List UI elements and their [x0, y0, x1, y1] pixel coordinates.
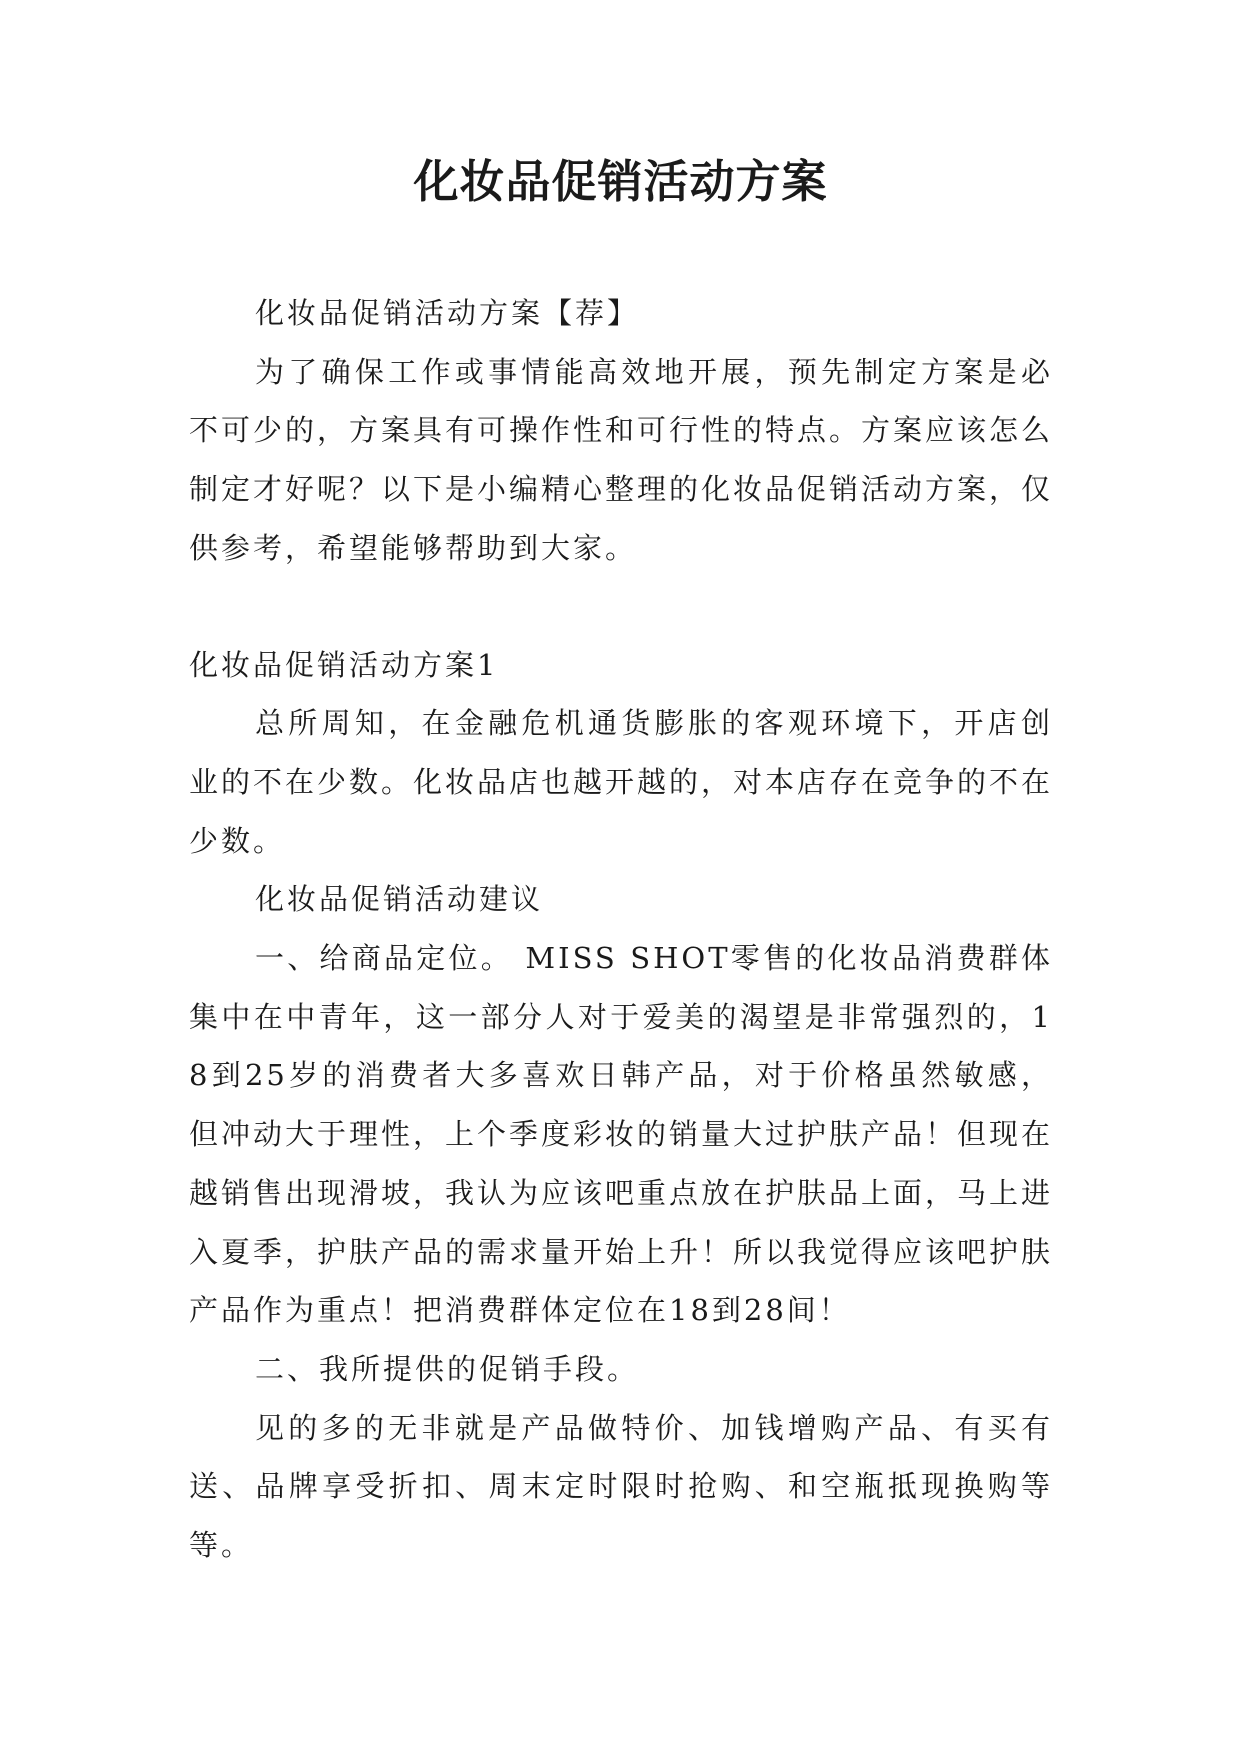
section-paragraph: 总所周知，在金融危机通货膨胀的客观环境下，开店创业的不在少数。化妆品店也越开越的，对本店存在竞争的不在少数。: [189, 706, 1054, 858]
subheading: 化妆品促销活动建议: [255, 882, 544, 917]
intro-paragraph: 为了确保工作或事情能高效地开展，预先制定方案是必不可少的，方案具有可操作性和可行性的特点。方案应该怎么制定才好呢？以下是小编精心整理的化妆品促销活动方案，仅供参考，希望能够帮助到大家。: [189, 354, 1054, 565]
section-paragraph: 一、给商品定位。 MISS SHOT零售的化妆品消费群体集中在中青年，这一部分人对于爱美的渴望是非常强烈的，18到25岁的消费者大多喜欢日韩产品，对于价格虽然敏感，但冲动大于理性，上个季度彩妆的销量大过护肤产品！但现在越销售出现滑坡，我认为应该吧重点放在护肤品上面，马上进入夏季，护肤产品的需求量开始上升！所以我觉得应该吧护肤产品作为重点！把消费群体定位在18到28间！: [189, 941, 1054, 1328]
document-body: [189, 284, 1053, 1575]
intro-heading: 化妆品促销活动方案【荐】: [255, 296, 640, 330]
subheading: 二、我所提供的促销手段。: [255, 1351, 640, 1386]
document-title: 化妆品促销活动方案: [413, 155, 828, 208]
section-paragraph: 见的多的无非就是产品做特价、加钱增购产品、有买有送、品牌享受折扣、周末定时限时抢购、和空瓶抵现换购等等。: [189, 1410, 1053, 1563]
section-heading-1: 化妆品促销活动方案1: [189, 647, 499, 682]
